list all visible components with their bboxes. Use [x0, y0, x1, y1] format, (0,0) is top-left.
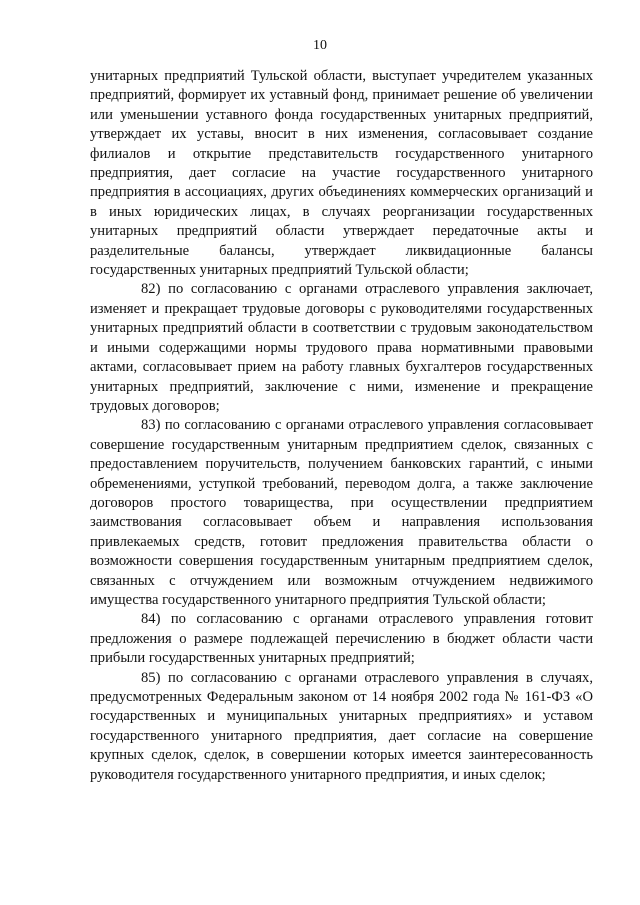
paragraph-continuation: унитарных предприятий Тульской области, выступает учредителем указанных предприятий, формирует их уставный фонд, принимает решение об увеличении или уменьшении уставного фонда государственных унитарных предприятий, утверждает их уставы, вносит в них изменения, согласовывает создание филиалов и открытие представительств государственного унитарного предприятия, дает согласие на участие государственного унитарного предприятия в ассоциациях, других объединениях коммерческих организаций и в иных юридических лицах, в случаях реорганизации государственных унитарных предприятий области утверждает передаточные акты и разделительные балансы, утверждает ликвидационные балансы государственных унитарных предприятий Тульской области; [90, 68, 593, 279]
paragraph-item-85: 85) по согласованию с органами отраслевого управления в случаях, предусмотренных Федеральным законом от 14 ноября 2002 года № 161-ФЗ «О государственных и муниципальных унитарных предприятиях» и уставом государственного унитарного предприятия, дает согласие на совершение крупных сделок, сделок, в совершении которых имеется заинтересованность руководителя государственного унитарного предприятия, и иных сделок; [90, 669, 593, 783]
paragraph-item-82: 82) по согласованию с органами отраслевого управления заключает, изменяет и прекращает трудовые договоры с руководителями государственных унитарных предприятий области в соответствии с трудовым законодательством и иными содержащими нормы трудового права нормативными правовыми актами, согласовывает прием на работу главных бухгалтеров государственных унитарных предприятий, заключение с ними, изменение и прекращение трудовых договоров; [90, 281, 593, 414]
paragraph-item-84: 84) по согласованию с органами отраслевого управления готовит предложения о размере подлежащей перечислению в бюджет области части прибыли государственных унитарных предприятий; [90, 611, 593, 667]
document-body [90, 67, 593, 785]
paragraph-item-83: 83) по согласованию с органами отраслевого управления согласовывает совершение государственным унитарным предприятием сделок, связанных с предоставлением поручительств, получением банковских гарантий, с иными обременениями, уступкой требований, переводом долга, а также заключение договоров простого товарищества, при осуществлении предприятием заимствования согласовывает объем и направления использования привлекаемых средств, готовит предложения правительства области о возможности совершения государственным унитарным предприятием сделок, связанных с отчуждением или возможным отчуждением недвижимого имущества государственного унитарного предприятия Тульской области; [90, 417, 593, 608]
page-number: 10 [313, 38, 327, 53]
